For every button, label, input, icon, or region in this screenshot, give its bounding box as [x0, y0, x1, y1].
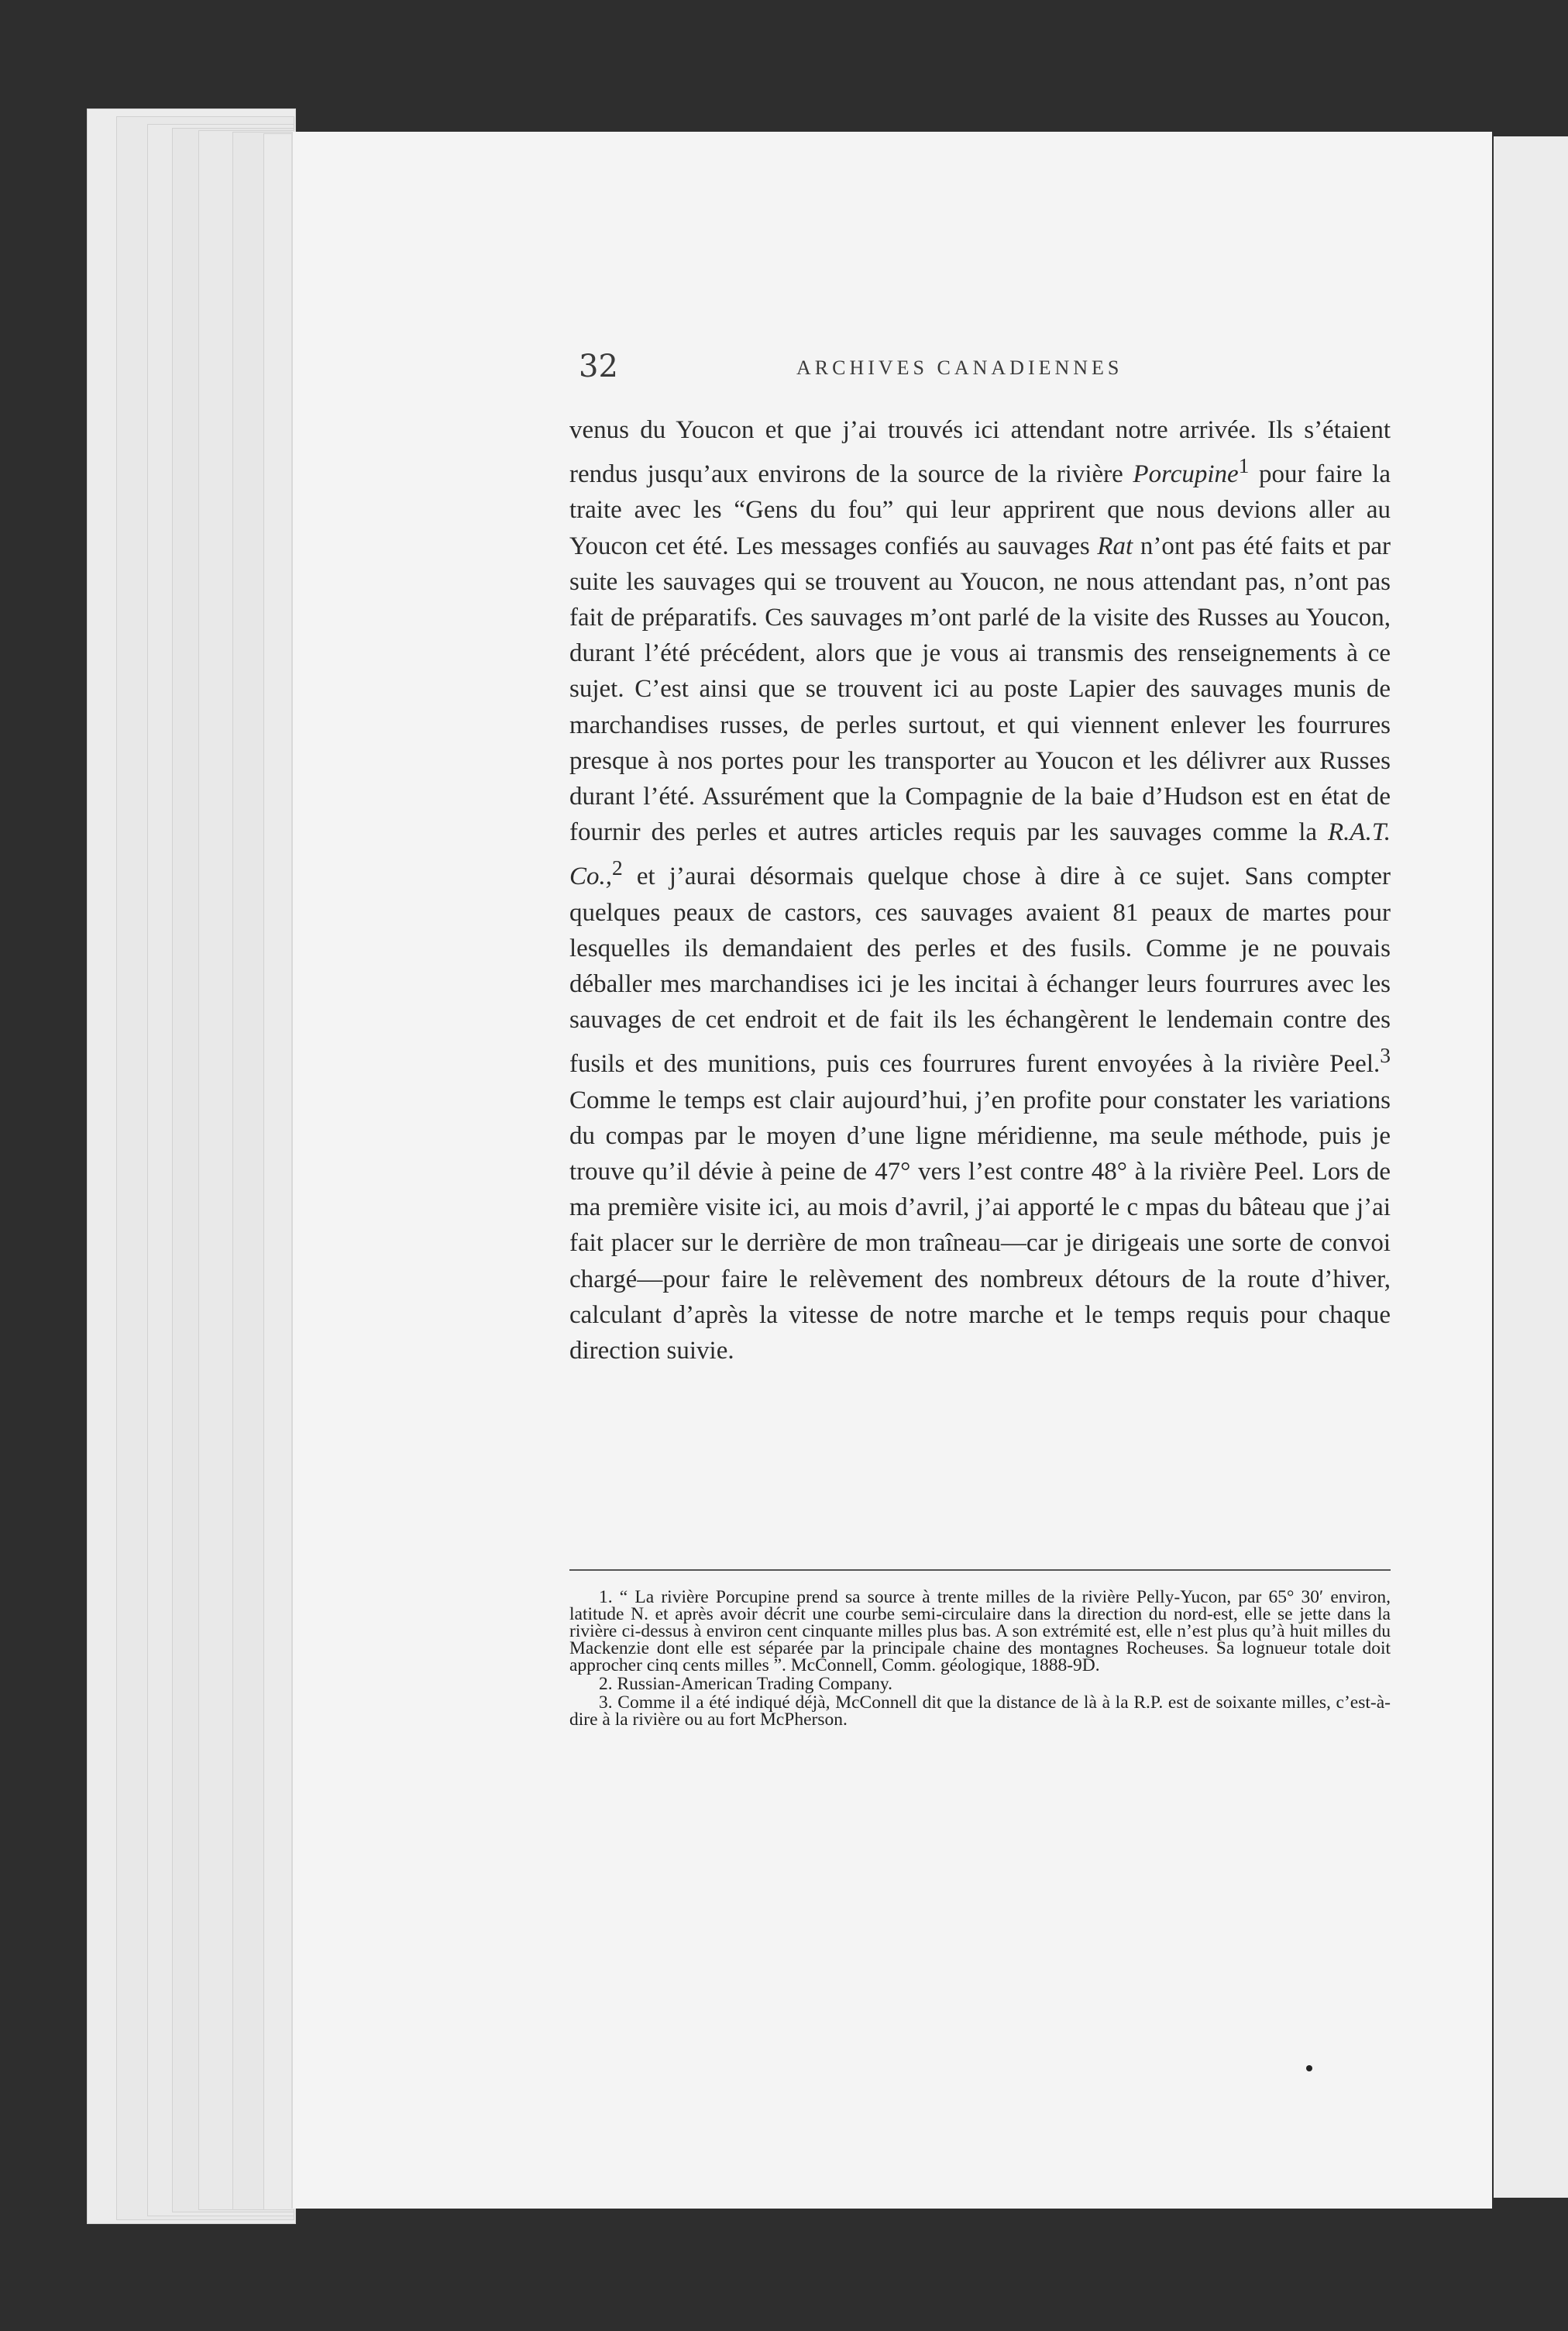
italic-porcupine: Porcupine	[1133, 460, 1239, 489]
body-text: venus du Youcon et que j’ai trouvés ici attendant notre arrivée. Ils s’étaient rendus jusqu’aux environs de la source de la rivière Porcupine$^1$ pour faire la traite avec les “Gens du fou” qui leur apprirent que nous devions aller au Youcon cet été. Les messages confiés au sauvages Rat n’ont pas été faits et par suite les sauvages qui se trouvent au Youcon, ne nous attendant pas, n’ont pas fait de préparatifs. Ces sauvages m’ont parlé de la visite des Russes au Youcon, durant l’été précédent, alors que je vous ai transmis des renseignements à ce sujet. C’est ainsi que se trouvent ici au poste Lapier des sauvages munis de marchandises russes, de perles surtout, et qui viennent enlever les fourrures presque à nos portes pour les transporter au Youcon et les délivrer aux Russes durant l’été. Assurément que la Compagnie de la baie d’Hudson est en état de fournir des perles et autres articles requis par les sauvages comme la R.A.T. Co.,$^2$ et j’aurai désormais quelque chose à dire à ce sujet. Sans compter quelques peaux de castors, ces sauvages avaient 81 peaux de martes pour lesquelles ils demandaient des perles et des fusils. Comme je ne pouvais déballer mes marchandises ici je les incitai à échanger leurs fourrures avec les sauvages de cet endroit et de fait ils les échangèrent le lendemain contre des fusils et des munitions, puis ces fourrures furent envoyées à la rivière Peel.$^3$ Comme le temps est clair aujourd’hui, j’en profite pour constater les variations du compas par le moyen d’une ligne méridienne, ma seule méthode, puis je trouve qu’il dévie à peine de 47° vers l’est contre 48° à la rivière Peel. Lors de ma première visite ici, au mois d’avril, j’ai apporté le c mpas du bâteau que j’ai fait placer sur le derrière de mon traîneau—car je dirigeais une sorte de convoi chargé—pour faire le relèvement des nombreux détours de la route d’hiver, calculant d’après la vitesse de notre marche et le temps requis pour chaque direction suivie.	[569, 416, 1391, 1365]
footnote-rule	[569, 1569, 1391, 1571]
footnote-3: 3. Comme il a été indiqué déjà, McConnell dit que la distance de là à la R.P. est de soixante milles, c’est-à-dire à la rivière ou au fort McPherson.	[569, 1692, 1391, 1730]
page-number: 32	[579, 349, 618, 384]
footnotes	[569, 1589, 1391, 1730]
italic-rat-co: R.A.T. Co.,	[569, 818, 1391, 891]
ink-speck	[1306, 2065, 1312, 2071]
running-title: ARCHIVES CANADIENNES	[796, 356, 1123, 379]
facing-page-edge	[1494, 136, 1568, 2198]
italic-rat: Rat	[1097, 532, 1133, 560]
footnote-2: 2. Russian-American Trading Company.	[599, 1674, 893, 1694]
footnote-1: 1. “ La rivière Porcupine prend sa source à trente milles de la rivière Pelly-Yucon, par 65° 30′ environ, latitude N. et après avoir décrit une courbe semi-circulaire dans la direction du nord-est, elle se jette dans la rivière ci-dessus à environ cent cinquante milles plus bas. A son extrémité est, elle n’est plus qu’à huit milles du Mackenzie dont elle est séparée par la principale chaine des montagnes Rocheuses. Sa lognueur totale doit approcher cinq cents milles ”. McConnell, Comm. géologique, 1888-9D.	[569, 1587, 1391, 1675]
running-head	[293, 349, 1492, 395]
